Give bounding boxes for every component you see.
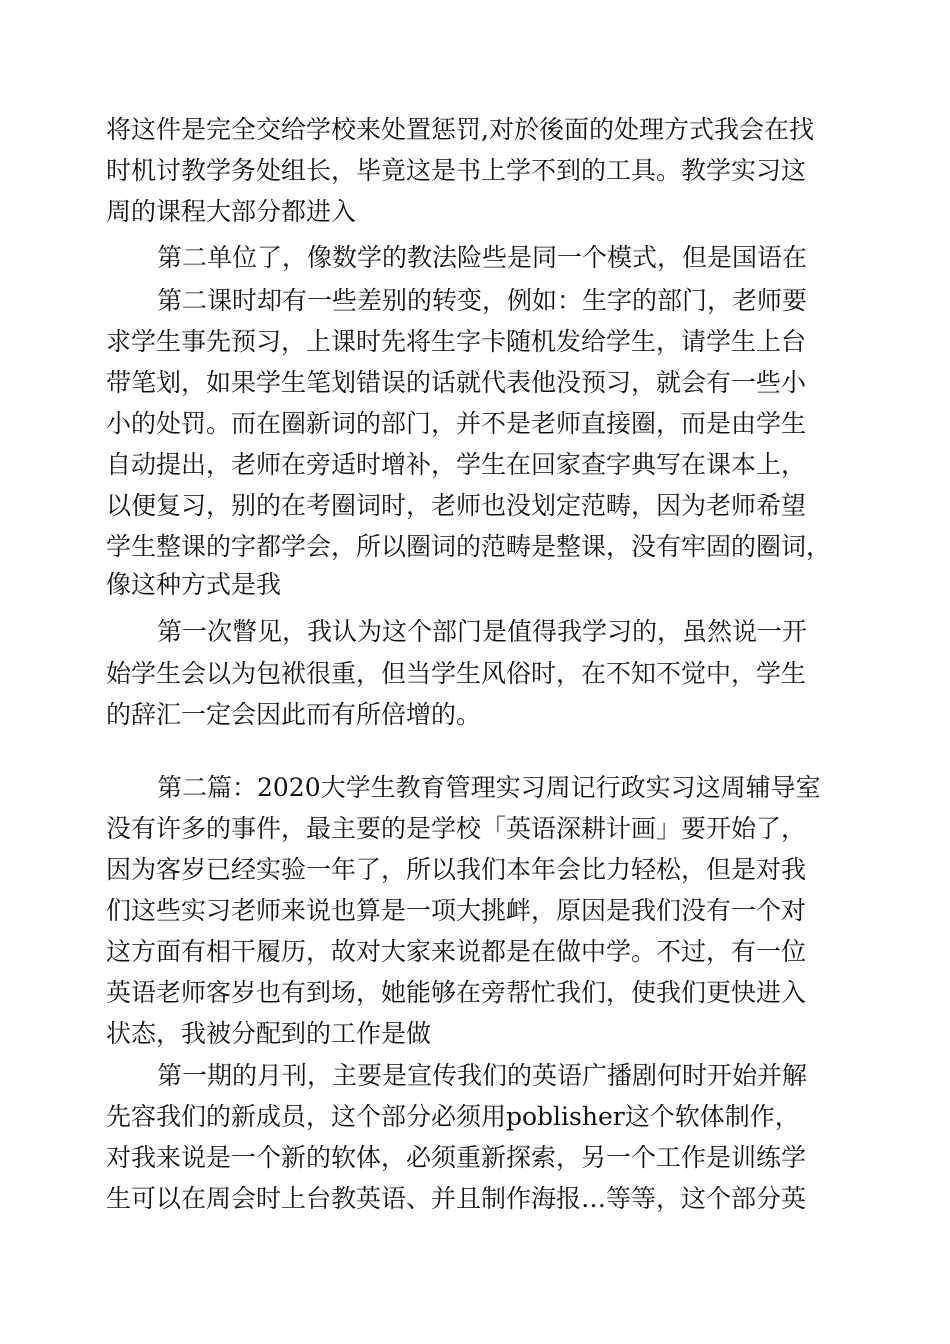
text-line: 小的处罚。而在圈新词的部门，并不是老师直接圈，而是由学生 bbox=[106, 409, 807, 438]
text-line: 以便复习，别的在考圈词时，老师也没划定范畴，因为老师希望 bbox=[106, 491, 807, 520]
text-line: 生可以在周会时上台教英语、并且制作海报…等等，这个部分英 bbox=[106, 1184, 807, 1213]
text-line: 学生整课的字都学会，所以圈词的范畴是整课，没有牢固的圈词， bbox=[106, 532, 832, 561]
text-line: 求学生事先预习，上课时先将生字卡随机发给学生，请学生上台 bbox=[106, 327, 807, 356]
text-line: 第二篇：2020大学生教育管理实习周记行政实习这周辅导室 bbox=[157, 773, 821, 802]
text-line: 对我来说是一个新的软体，必须重新探索，另一个工作是训练学 bbox=[106, 1143, 807, 1172]
text-line: 第一次瞥见，我认为这个部门是值得我学习的，虽然说一开 bbox=[157, 617, 808, 646]
text-line: 先容我们的新成员，这个部分必须用poblisher这个软体制作， bbox=[106, 1102, 800, 1131]
text-line: 第二单位了，像数学的教法险些是同一个模式，但是国语在 bbox=[157, 243, 808, 272]
text-line: 没有许多的事件，最主要的是学校「英语深耕计画」要开始了， bbox=[106, 814, 807, 843]
text-line: 英语老师客岁也有到场，她能够在旁帮忙我们，使我们更快进入 bbox=[106, 978, 807, 1007]
text-line: 始学生会以为包袱很重，但当学生风俗时，在不知不觉中，学生 bbox=[106, 659, 807, 688]
text-line: 周的课程大部分都进入 bbox=[106, 197, 357, 226]
text-line: 的辞汇一定会因此而有所倍增的。 bbox=[106, 700, 482, 729]
text-line: 第一期的月刊，主要是宣传我们的英语广播剧何时开始并解 bbox=[157, 1061, 808, 1090]
text-line: 们这些实习老师来说也算是一项大挑衅，原因是我们没有一个对 bbox=[106, 896, 807, 925]
text-line: 将这件是完全交给学校来处置惩罚,对於後面的处理方式我会在找 bbox=[106, 115, 814, 144]
text-line: 自动提出，老师在旁适时增补，学生在回家查字典写在课本上， bbox=[106, 450, 807, 479]
text-line: 第二课时却有一些差别的转变，例如：生字的部门，老师要 bbox=[157, 286, 808, 315]
text-line: 像这种方式是我 bbox=[106, 570, 282, 599]
text-line: 时机讨教学务处组长，毕竟这是书上学不到的工具。教学实习这 bbox=[106, 156, 807, 185]
text-line: 带笔划，如果学生笔划错误的话就代表他没预习，就会有一些小 bbox=[106, 368, 807, 397]
text-line: 这方面有相干履历，故对大家来说都是在做中学。不过，有一位 bbox=[106, 937, 807, 966]
text-line: 状态，我被分配到的工作是做 bbox=[106, 1019, 432, 1048]
text-line: 因为客岁已经实验一年了，所以我们本年会比力轻松，但是对我 bbox=[106, 855, 807, 884]
